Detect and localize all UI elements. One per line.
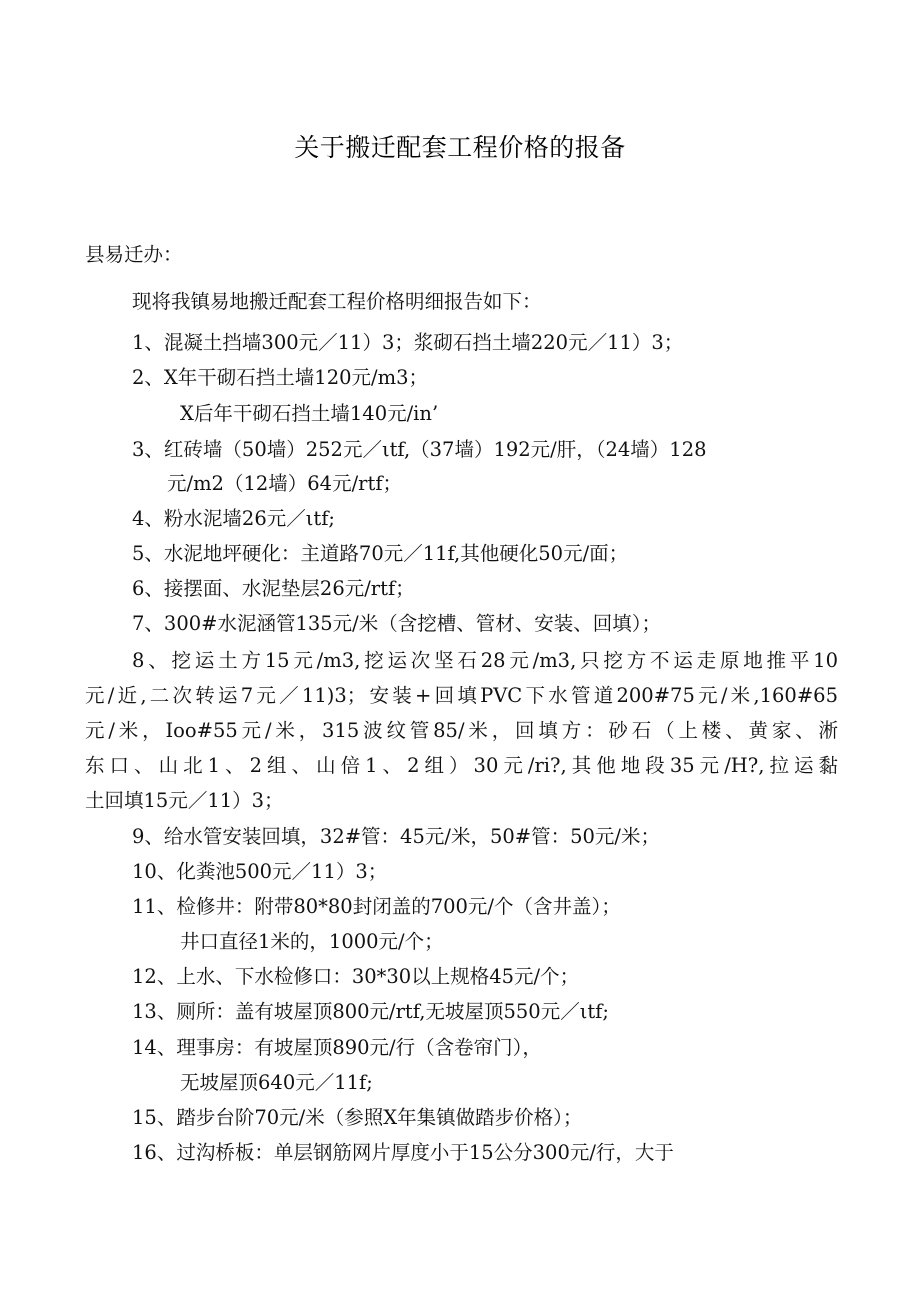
- item-3: 3、红砖墙（50墙）252元／ιtf,（37墙）192元/肝，（24墙）128: [132, 438, 707, 461]
- item-10: 10、化粪池500元／11）3；: [132, 860, 388, 883]
- item-11: 11、检修井：附带80*80封闭盖的700元/个（含井盖）；: [132, 895, 621, 918]
- item-4: 4、粉水泥墙26元／ιtf;: [132, 507, 335, 530]
- salutation: 县易迁办：: [85, 243, 183, 266]
- item-13: 13、厕所：盖有坡屋顶800元/rtf,无坡屋顶550元／ιtf;: [132, 1000, 609, 1023]
- item-8-line-3: 元/米，Ioo#55元/米，315波纹管85/米，回填方：砂石（上楼、黄家、淅: [85, 719, 838, 742]
- item-14: 14、理事房：有坡屋顶890元/行（含卷帘门），: [132, 1036, 542, 1059]
- item-1: 1、混凝土挡墙300元／11）3；浆砌石挡土墙220元／11）3；: [132, 331, 684, 354]
- item-9: 9、给水管安装回填，32#管：45元/米，50#管：50元/米；: [132, 825, 660, 848]
- item-3-continued: 元/m2（12墙）64元/rtf；: [167, 472, 403, 495]
- item-2: 2、X年干砌石挡土墙120元/m3；: [132, 366, 428, 389]
- item-8-line-5: 土回填15元／11）3；: [85, 789, 284, 812]
- item-5: 5、水泥地坪硬化：主道路70元／11f,其他硬化50元/面；: [132, 542, 629, 565]
- item-8-line-4: 东口、山北1、2组、山倍1、2组）30元/ri?,其他地段35元/H?,拉运黏: [85, 754, 838, 777]
- item-6: 6、接摆面、水泥垫层26元/rtf；: [132, 577, 415, 600]
- item-15: 15、踏步台阶70元/米（参照X年集镇做踏步价格）；: [132, 1106, 583, 1129]
- item-2-continued: X后年干砌石挡土墙140元/in’: [180, 402, 439, 425]
- item-12: 12、上水、下水检修口：30*30以上规格45元/个；: [132, 965, 580, 988]
- item-7: 7、300#水泥涵管135元/米（含挖槽、管材、安装、回填）；: [132, 612, 662, 635]
- item-11-continued: 井口直径1米的，1000元/个；: [180, 930, 444, 953]
- item-14-continued: 无坡屋顶640元／11f;: [180, 1071, 373, 1094]
- intro-paragraph: 现将我镇易地搬迁配套工程价格明细报告如下：: [132, 290, 542, 313]
- item-16: 16、过沟桥板：单层钢筋网片厚度小于15公分300元/行，大于: [132, 1141, 674, 1164]
- document-title: 关于搬迁配套工程价格的报备: [294, 133, 626, 162]
- item-8-line-2: 元/近,二次转运7元／11)3；安装+回填PVC下水管道200#75元/米,160#65: [85, 684, 838, 707]
- item-8: 8、挖运土方15元/m3,挖运次坚石28元/m3,只挖方不运走原地推平10: [132, 649, 838, 672]
